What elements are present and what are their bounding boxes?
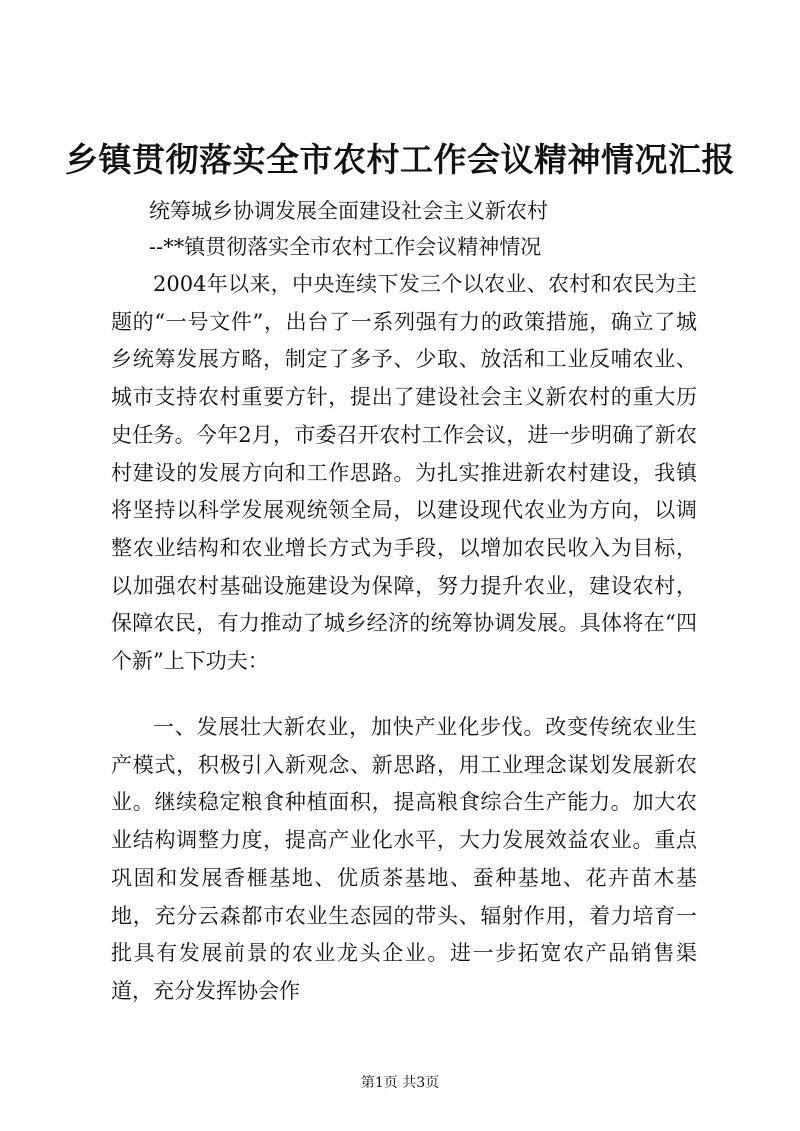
document-title: 乡镇贯彻落实全市农村工作会议精神情况汇报 (65, 140, 735, 179)
document-subtitle-line1: 统筹城乡协调发展全面建设社会主义新农村 (149, 199, 548, 223)
document-subtitle-line2: --**镇贯彻落实全市农村工作会议精神情况 (149, 235, 542, 259)
page-footer: 第1页 共3页 (360, 1075, 440, 1091)
body-paragraph-1: 2004年以来，中央连续下发三个以农业、农村和农民为主题的“一号文件”，出台了一系列强有力的政策措施，确立了城乡统筹发展方略，制定了多予、少取、放活和工业反哺农业、城市支持农村重要方针，提出了建设社会主义新农村的重大历史任务。今年2月，市委召开农村工作会议，进一步明确了新农村建设的发展方向和工作思路。为扎实推进新农村建设，我镇将坚持以科学发展观统领全局，以建设现代农业为方向，以调整农业结构和农业增长方式为手段，以增加农民收入为目标，以加强农村基础设施建设为保障，努力提升农业，建设农村，保障农民，有力推动了城乡经济的统筹协调发展。具体将在“四个新”上下功夫： (111, 272, 697, 674)
body-paragraph-2: 一、发展壮大新农业，加快产业化步伐。改变传统农业生产模式，积极引入新观念、新思路，用工业理念谋划发展新农业。继续稳定粮食种植面积，提高粮食综合生产能力。加大农业结构调整力度，提高产业化水平，大力发展效益农业。重点巩固和发展香榧基地、优质茶基地、蚕种基地、花卉苗木基地，充分云森都市农业生态园的带头、辐射作用，着力培育一批具有发展前景的农业龙头企业。进一步拓宽农产品销售渠道，充分发挥协会作 (111, 715, 697, 1003)
